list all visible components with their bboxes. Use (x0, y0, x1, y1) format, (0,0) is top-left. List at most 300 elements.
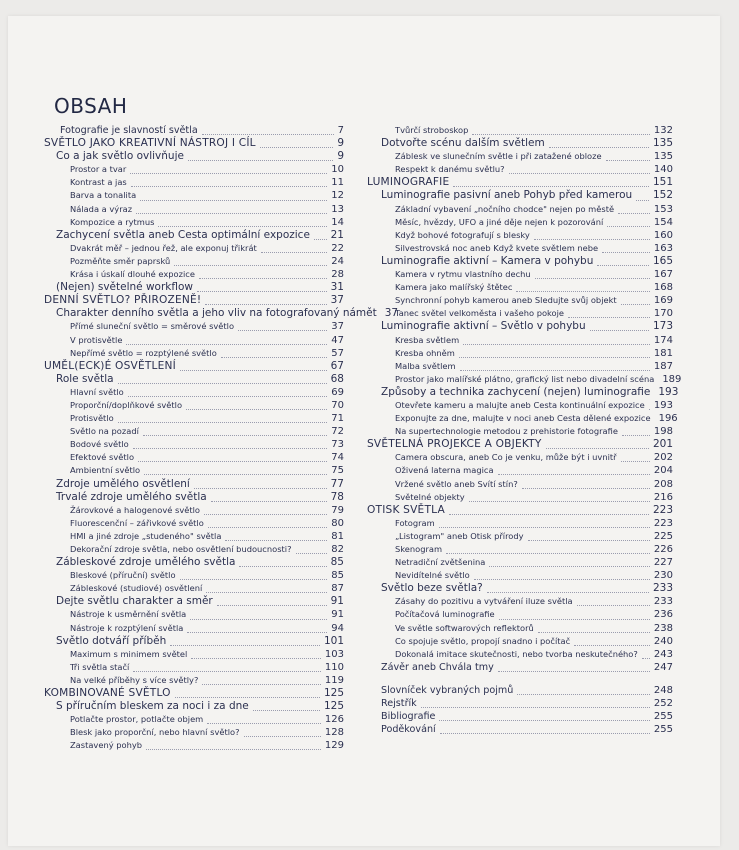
toc-entry-title: Dvakrát měř – jednou řež, ale exponuj třikrát (70, 242, 257, 253)
toc-entry-title: SVĚTELNÁ PROJEKCE A OBJEKTY (367, 438, 542, 451)
dot-leader (175, 689, 320, 698)
dot-leader (597, 257, 649, 266)
toc-page-number: 10 (331, 164, 344, 176)
dot-leader (187, 624, 327, 633)
dot-leader (446, 545, 650, 554)
toc-entry (367, 385, 679, 399)
toc-page-number: 70 (331, 399, 344, 411)
toc-entry (367, 412, 678, 425)
toc-entry-title: Kompozice a rytmus (70, 216, 155, 227)
toc-page-number: 73 (331, 439, 344, 451)
toc-entry-title: Fotogram (395, 517, 435, 528)
dot-leader (136, 205, 327, 214)
toc-entry-title: Dokonalá imitace skutečnosti, nebo tvorba neskutečného? (395, 648, 638, 659)
toc-entry (44, 661, 344, 674)
toc-entry (44, 386, 344, 399)
toc-entry-title: Fotografie je slavností světla (60, 125, 198, 136)
toc-entry (367, 464, 673, 477)
toc-entry-title: Dotvořte scénu dalším světlem (381, 137, 545, 150)
dot-leader (534, 231, 650, 240)
toc-entry-title: Světlo beze světla? (381, 582, 483, 595)
dot-leader (208, 519, 327, 528)
toc-page-number: 14 (331, 216, 344, 228)
toc-page-number: 132 (653, 125, 673, 136)
dot-leader (118, 414, 328, 423)
toc-entry (44, 635, 344, 648)
dot-leader (118, 375, 327, 384)
toc-page-number: 240 (653, 635, 673, 647)
toc-entry-title: (Nejen) světelné workflow (56, 281, 194, 294)
toc-page-number: 78 (330, 490, 344, 503)
toc-page-number: 11 (331, 177, 344, 189)
toc-entry-title: Pozměňte směr paprsků (70, 255, 171, 266)
dot-leader (421, 699, 650, 708)
toc-entry (44, 229, 344, 242)
toc-page-number: 75 (331, 465, 344, 477)
toc-entry (367, 710, 673, 723)
dot-leader (568, 309, 650, 318)
toc-entry (367, 255, 673, 268)
toc-page-number: 9 (337, 150, 344, 163)
toc-page-number: 85 (331, 570, 344, 582)
dot-leader (439, 712, 650, 721)
toc-page-number: 193 (658, 385, 679, 398)
toc-entry (367, 543, 673, 556)
toc-entry (44, 648, 344, 661)
toc-page-number: 71 (331, 413, 344, 425)
toc-entry-title: Krása i úskalí dlouhé expozice (70, 269, 195, 280)
toc-page-number: 125 (323, 687, 344, 700)
toc-entry (44, 216, 344, 229)
toc-entry (367, 189, 673, 202)
toc-entry (367, 425, 673, 438)
toc-page-number: 168 (653, 282, 673, 294)
dot-leader (459, 349, 650, 358)
dot-leader (207, 715, 321, 724)
toc-entry-title: OTISK SVĚTLA (367, 503, 445, 516)
toc-entry-title: Bodové světlo (70, 439, 129, 450)
toc-page-number: 91 (331, 609, 344, 621)
toc-entry (44, 438, 344, 451)
toc-entry-title: Poděkování (381, 724, 436, 736)
toc-page-number: 87 (331, 583, 344, 595)
dot-leader (517, 686, 650, 695)
dot-leader (158, 218, 327, 227)
dot-leader (197, 283, 327, 292)
toc-entry (367, 697, 673, 710)
dot-leader (314, 231, 327, 240)
toc-entry-title: Barva a tonalita (70, 190, 137, 201)
toc-entry-title: „Listogram" aneb Otisk přírody (395, 530, 524, 541)
toc-entry (44, 307, 399, 320)
toc-entry (367, 347, 673, 360)
toc-entry-title: Oživená laterna magica (395, 465, 494, 476)
toc-entry (44, 517, 344, 530)
toc-entry-title: Silvestrovská noc aneb Když kvete světlem nebe (395, 242, 599, 253)
toc-page-number: 230 (653, 570, 673, 582)
toc-entry (44, 242, 344, 255)
dot-leader (440, 725, 650, 734)
dot-leader (211, 493, 327, 502)
toc-page-number: 67 (330, 359, 344, 372)
toc-entry (44, 569, 344, 582)
toc-page-number: 243 (653, 648, 673, 660)
toc-page-number: 74 (331, 452, 344, 464)
toc-page-number: 37 (331, 321, 344, 333)
toc-entry-title: Bleskové (příruční) světlo (70, 570, 176, 581)
toc-entry-title: Tři světla stačí (70, 661, 130, 672)
toc-entry-title: Světelné objekty (395, 491, 465, 502)
toc-page-number: 103 (324, 648, 344, 660)
toc-entry-title: Prostor jako malířské plátno, grafický list nebo divadelní scéna (395, 373, 655, 384)
dot-leader (535, 270, 650, 279)
toc-entry-title: Kresba ohněm (395, 347, 455, 358)
toc-entry (44, 700, 344, 713)
toc-entry (367, 320, 673, 333)
dot-leader (202, 126, 334, 135)
toc-entry-title: Dekorační zdroje světla, nebo osvětlení budoucnosti? (70, 544, 292, 554)
toc-entry-title: Na velké příběhy s více světly? (70, 674, 199, 685)
dot-leader (574, 637, 650, 646)
dot-leader (621, 296, 650, 305)
toc-entry-title: Efektové světlo (70, 452, 135, 463)
dot-leader (622, 427, 650, 436)
toc-entry (44, 530, 344, 543)
toc-entry-title: DENNÍ SVĚTLO? PŘIROZENĚ! (44, 294, 202, 307)
toc-entry-title: Vržené světlo aneb Svítí stín? (395, 478, 518, 489)
toc-page-number: 81 (331, 530, 344, 542)
toc-page-number: 9 (337, 137, 344, 150)
toc-page-number: 91 (330, 595, 344, 608)
toc-entry-title: Slovníček vybraných pojmů (381, 684, 514, 696)
toc-page-number: 140 (653, 164, 673, 176)
toc-section-heading (44, 294, 344, 307)
toc-entry-title: Záblesk ve slunečním světle i při zatažené obloze (395, 151, 602, 162)
dot-leader (133, 440, 328, 449)
toc-entry-title: Na supertechnologie metodou z prehistorie fotografie (395, 426, 618, 437)
toc-entry (367, 723, 673, 736)
toc-entry-title: Luminografie aktivní – Kamera v pohybu (381, 254, 594, 267)
toc-page-number: 173 (652, 320, 673, 333)
toc-entry-title: Světlo dotváří příběh (56, 634, 167, 647)
toc-page-number: 223 (653, 517, 673, 529)
toc-entry (44, 347, 344, 360)
toc-entry-title: Blesk jako proporční, nebo hlavní světlo? (70, 727, 240, 738)
toc-entry (367, 373, 682, 386)
toc-page-number: 204 (653, 465, 673, 477)
toc-entry-title: V protisvětle (70, 334, 123, 345)
toc-entry-title: Dejte světlu charakter a směr (56, 595, 213, 608)
toc-entry (44, 425, 344, 438)
toc-entry (44, 726, 344, 739)
toc-page-number: 233 (653, 596, 673, 608)
dot-leader (498, 663, 650, 672)
toc-section-heading (367, 176, 673, 189)
dot-leader (602, 244, 650, 253)
toc-entry-title: Kontrast a jas (70, 177, 127, 188)
toc-entry (367, 137, 673, 150)
toc-entry-title: Kresba světlem (395, 334, 460, 345)
toc-entry (367, 478, 673, 491)
dot-leader (140, 192, 327, 201)
toc-spacer (367, 674, 673, 684)
toc-entry-title: LUMINOGRAFIE (367, 176, 450, 189)
toc-entry-title: Maximum s minimem světel (70, 648, 188, 659)
toc-page-number: 189 (662, 373, 682, 385)
dot-leader (191, 650, 321, 659)
toc-entry-title: Otevřete kameru a malujte aneb Cesta kontinuální expozice (395, 399, 645, 410)
toc-entry (44, 334, 344, 347)
toc-section-heading (367, 438, 673, 451)
toc-entry (44, 556, 344, 569)
toc-page-number: 101 (323, 634, 344, 647)
toc-entry-title: Synchronní pohyb kamerou aneb Sledujte svůj objekt (395, 295, 617, 306)
toc-entry (44, 595, 344, 608)
toc-page-number: 233 (652, 582, 673, 595)
dot-leader (199, 270, 327, 279)
toc-page-number: 28 (331, 269, 344, 281)
dot-leader (472, 126, 650, 135)
toc-entry (44, 478, 344, 491)
toc-entry (44, 713, 344, 726)
page-title: OBSAH (54, 94, 128, 118)
toc-entry (44, 203, 344, 216)
toc-page-number: 69 (331, 386, 344, 398)
toc-page-number: 77 (330, 477, 344, 490)
toc-page-number: 47 (331, 334, 344, 346)
toc-page-number: 119 (324, 674, 344, 686)
toc-entry (44, 451, 344, 464)
dot-leader (144, 466, 327, 475)
toc-entry (44, 491, 344, 504)
dot-leader (261, 244, 327, 253)
dot-leader (607, 218, 650, 227)
toc-entry (44, 504, 344, 517)
toc-page-number: 238 (653, 622, 673, 634)
toc-page-number: 160 (653, 229, 673, 241)
toc-page-number: 227 (653, 557, 673, 569)
toc-entry (44, 373, 344, 386)
dot-leader (202, 676, 321, 685)
toc-entry (367, 595, 673, 608)
dot-leader (133, 663, 321, 672)
toc-entry-title: Role světla (56, 372, 114, 385)
toc-entry-title: Zábleskové (studiové) osvětlení (70, 583, 203, 594)
toc-page-number: 21 (330, 228, 344, 241)
toc-page-number: 128 (324, 727, 344, 739)
toc-entry (44, 163, 344, 176)
toc-page-number: 129 (324, 740, 344, 752)
toc-entry (44, 582, 344, 595)
dot-leader (487, 584, 649, 593)
toc-entry-title: Zdroje umělého osvětlení (56, 477, 190, 490)
toc-entry (367, 661, 673, 674)
toc-page-number: 201 (652, 438, 673, 451)
toc-page-number: 135 (653, 151, 673, 163)
toc-page-number: 154 (653, 216, 673, 228)
dot-leader (509, 165, 650, 174)
toc-entry (367, 530, 673, 543)
toc-entry-title: Fluorescenční – zářivkové světlo (70, 517, 204, 528)
toc-page-number: 163 (653, 242, 673, 254)
toc-entry-title: Potlačte prostor, potlačte objem (70, 714, 204, 725)
toc-page-number: 236 (653, 609, 673, 621)
toc-entry-title: Ambientní světlo (70, 465, 141, 476)
toc-entry (44, 622, 344, 635)
dot-leader (217, 597, 327, 606)
toc-entry-title: Skenogram (395, 544, 443, 554)
toc-page-number: 167 (653, 269, 673, 281)
dot-leader (128, 388, 328, 397)
dot-leader (463, 336, 650, 345)
toc-page-number: 126 (324, 714, 344, 726)
toc-entry (367, 229, 673, 242)
toc-entry (367, 622, 673, 635)
toc-page-number: 80 (331, 517, 344, 529)
dot-leader (516, 283, 649, 292)
dot-leader (204, 506, 327, 515)
toc-page-number: 170 (653, 308, 673, 320)
toc-entry (367, 556, 673, 569)
toc-right-column (367, 124, 682, 736)
toc-page-number: 247 (653, 661, 673, 673)
dot-leader (439, 519, 650, 528)
toc-page-number: 57 (331, 347, 344, 359)
toc-entry (367, 608, 673, 621)
dot-leader (460, 362, 650, 371)
toc-entry (44, 543, 344, 556)
dot-leader (474, 571, 650, 580)
toc-page-number: 72 (331, 426, 344, 438)
toc-section-heading (44, 360, 344, 373)
toc-page-number: 79 (331, 504, 344, 516)
toc-entry-title: Zábleskové zdroje umělého světla (56, 556, 236, 569)
toc-entry-title: Základní vybavení „nočního chodce" nejen po městě (395, 203, 615, 214)
toc-entry (44, 189, 344, 202)
dot-leader (453, 178, 649, 187)
toc-page-number: 82 (331, 544, 344, 555)
toc-entry-title: Prostor a tvar (70, 164, 127, 175)
toc-entry (367, 150, 673, 163)
toc-entry-title: KOMBINOVANÉ SVĚTLO (44, 687, 171, 700)
dot-leader (538, 624, 650, 633)
dot-leader (221, 349, 327, 358)
toc-entry (44, 608, 344, 621)
toc-entry (44, 268, 344, 281)
toc-page-number: 68 (330, 372, 344, 385)
dot-leader (621, 453, 650, 462)
dot-leader (186, 401, 327, 410)
toc-entry-title: Závěr aneb Chvála tmy (381, 661, 494, 673)
dot-leader (190, 611, 327, 620)
toc-page-number: 255 (653, 711, 673, 723)
toc-entry (44, 412, 344, 425)
toc-entry-title: Luminografie pasivní aneb Pohyb před kamerou (381, 189, 633, 202)
toc-entry (367, 307, 673, 320)
toc-entry-title: Respekt k danému světlu? (395, 164, 505, 175)
toc-entry (367, 163, 673, 176)
dot-leader (239, 558, 326, 567)
toc-entry-title: Kamera v rytmu vlastního dechu (395, 269, 531, 280)
toc-page-number: 151 (652, 176, 673, 189)
toc-section-heading (44, 137, 344, 150)
toc-page-number: 152 (652, 189, 673, 202)
toc-entry-title: Zachycení světla aneb Cesta optimální expozice (56, 228, 310, 241)
dot-leader (188, 152, 333, 161)
toc-page-number: 125 (323, 700, 344, 713)
dot-leader (174, 257, 327, 266)
dot-leader (606, 152, 650, 161)
toc-entry (44, 150, 344, 163)
toc-entry (367, 216, 673, 229)
toc-entry (44, 255, 344, 268)
toc-entry (367, 124, 673, 137)
dot-leader (260, 139, 334, 148)
toc-entry (367, 684, 673, 697)
toc-entry-title: Zastavený pohyb (70, 740, 143, 751)
dot-leader (522, 480, 650, 489)
toc-entry (44, 464, 344, 477)
toc-page-number: 252 (653, 698, 673, 710)
toc-entry (367, 334, 673, 347)
toc-entry-title: Počítačová luminografie (395, 609, 495, 620)
toc-page-number: 110 (324, 661, 344, 673)
dot-leader (146, 741, 321, 750)
toc-entry-title: Měsíc, hvězdy, UFO a jiné děje nejen k pozorování (395, 216, 604, 227)
toc-entry-title: Světlo na pozadí (70, 426, 139, 437)
toc-entry-title: Trvalé zdroje umělého světla (56, 490, 207, 503)
dot-leader (143, 427, 327, 436)
dot-leader (489, 558, 650, 567)
dot-leader (253, 702, 320, 711)
toc-entry-title: Žárovkové a halogenové světlo (70, 504, 200, 515)
toc-entry-title: Proporční/doplňkové světlo (70, 399, 183, 410)
toc-page-number: 85 (330, 556, 344, 569)
toc-entry (44, 320, 344, 333)
toc-entry (367, 491, 673, 504)
toc-entry (367, 517, 673, 530)
dot-leader (238, 322, 327, 331)
toc-page-number: 223 (652, 503, 673, 516)
toc-entry-title: Camera obscura, aneb Co je venku, může být i uvnitř (395, 452, 617, 463)
toc-section-heading (44, 687, 344, 700)
toc-page-number: 12 (331, 190, 344, 202)
toc-page-number: 37 (330, 294, 344, 307)
toc-entry (367, 648, 673, 661)
toc-entry (367, 399, 673, 412)
toc-entry-title: S příručním bleskem za noci i za dne (56, 700, 249, 713)
toc-page-number: 216 (653, 491, 673, 503)
toc-entry (367, 203, 673, 216)
dot-leader (469, 493, 650, 502)
dot-leader (499, 611, 650, 620)
toc-entry (367, 242, 673, 255)
toc-page-number: 13 (331, 203, 344, 215)
toc-page-number: 248 (653, 684, 673, 696)
toc-page-number: 181 (653, 347, 673, 359)
toc-entry-title: Zásahy do pozitivu a vytváření iluze světla (395, 596, 573, 607)
toc-page-number: 22 (331, 242, 344, 254)
toc-entry-title: Nálada a výraz (70, 203, 133, 214)
toc-entry-title: Nepřímé světlo = rozptýlené světlo (70, 347, 217, 358)
toc-entry (367, 582, 673, 595)
toc-entry-title: Rejstřík (381, 698, 417, 710)
toc-entry (44, 674, 344, 687)
toc-entry (44, 124, 344, 137)
toc-page-number: 7 (337, 125, 344, 136)
toc-entry-title: Nástroje k usměrnění světla (70, 609, 187, 620)
dot-leader (205, 296, 326, 305)
